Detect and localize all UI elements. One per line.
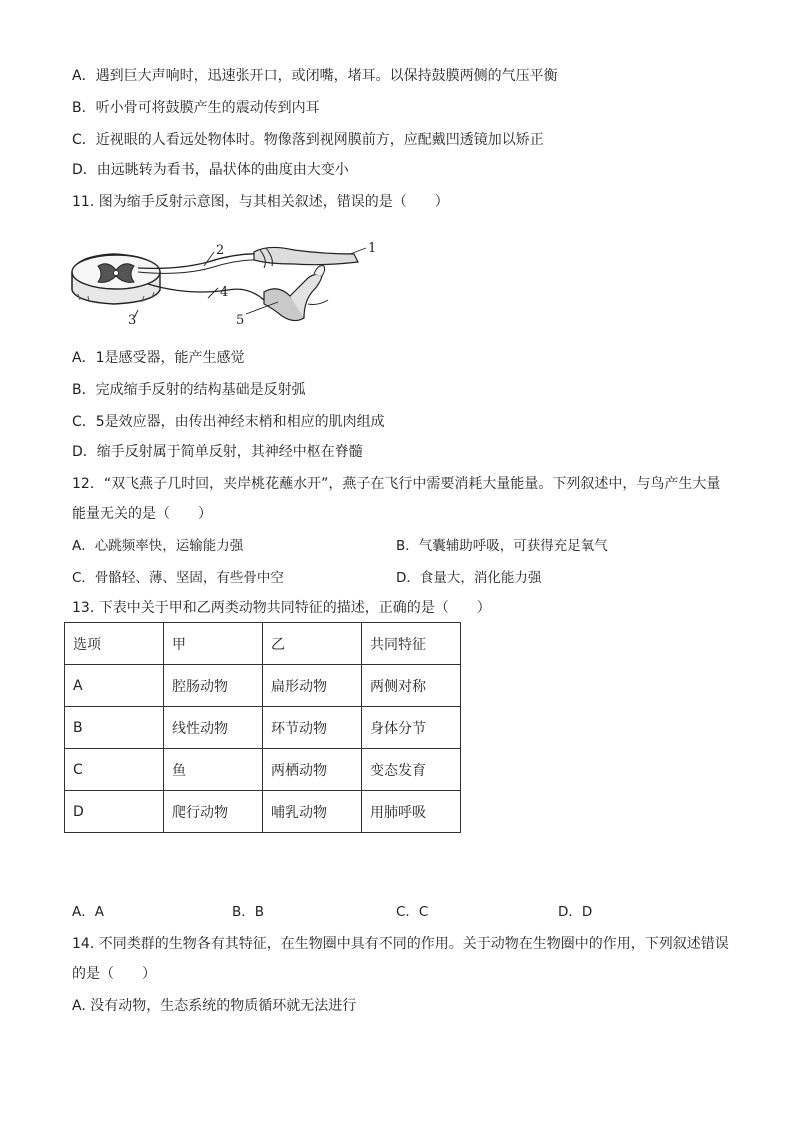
q12-option-a: A．心跳频率快，运输能力强 — [72, 538, 244, 554]
q12-option-c: C．骨骼轻、薄、坚固，有些骨中空 — [72, 570, 284, 586]
table-cell: 变态发育 — [362, 749, 461, 791]
q14-stem-line1: 14. 不同类群的生物各有其特征，在生物圈中具有不同的作用。关于动物在生物圈中的作用，下列叙述错误 — [72, 936, 729, 952]
reflex-arc-diagram — [68, 238, 388, 334]
table-cell: 环节动物 — [263, 707, 362, 749]
table-cell: 扁形动物 — [263, 665, 362, 707]
q10-option-b: B．听小骨可将鼓膜产生的震动传到内耳 — [72, 100, 320, 116]
table-row — [65, 665, 461, 707]
q13-option-b: B．B — [232, 904, 265, 920]
q13-option-d: D．D — [558, 904, 593, 920]
q10-option-d: D．由远眺转为看书，晶状体的曲度由大变小 — [72, 162, 349, 178]
q12-stem-line2: 能量无关的是（ ） — [72, 506, 212, 522]
table-header-row — [65, 623, 461, 665]
diagram-label-2: 2 — [216, 243, 225, 258]
q13-option-a: A．A — [72, 904, 104, 920]
q12-stem-line1: 12．“双飞燕子几时回，夹岸桃花蘸水开”，燕子在飞行中需要消耗大量能量。下列叙述中，与鸟产生大量 — [72, 476, 721, 492]
q13-option-c: C．C — [396, 904, 429, 920]
table-cell: 两侧对称 — [362, 665, 461, 707]
q10-option-c: C．近视眼的人看远处物体时。物像落到视网膜前方，应配戴凹透镜加以矫正 — [72, 132, 544, 148]
table-header-cell: 选项 — [65, 623, 164, 665]
table-cell: D — [65, 791, 164, 833]
table-cell: 用肺呼吸 — [362, 791, 461, 833]
q11-option-b: B．完成缩手反射的结构基础是反射弧 — [72, 382, 306, 398]
table-cell: B — [65, 707, 164, 749]
table-cell: 鱼 — [164, 749, 263, 791]
q14-stem-line2: 的是（ ） — [72, 966, 156, 982]
finger-receptor — [254, 247, 358, 264]
diagram-label-5: 5 — [236, 313, 245, 328]
q12-option-d: D．食量大，消化能力强 — [396, 570, 542, 586]
diagram-label-1: 1 — [368, 241, 377, 256]
q11-option-c: C．5是效应器，由传出神经末梢和相应的肌肉组成 — [72, 414, 385, 430]
table-cell: 两栖动物 — [263, 749, 362, 791]
q13-table — [64, 622, 461, 833]
efferent-nerve — [148, 284, 264, 300]
table-cell: A — [65, 665, 164, 707]
table-cell: 腔肠动物 — [164, 665, 263, 707]
table-cell: 身体分节 — [362, 707, 461, 749]
diagram-label-4: 4 — [220, 285, 229, 300]
table-row — [65, 749, 461, 791]
table-cell: 哺乳动物 — [263, 791, 362, 833]
q12-option-b: B．气囊辅助呼吸，可获得充足氧气 — [396, 538, 608, 554]
table-header-cell: 甲 — [164, 623, 263, 665]
diagram-label-3: 3 — [128, 313, 137, 328]
spinal-cord-section — [72, 254, 160, 304]
table-cell: C — [65, 749, 164, 791]
table-cell: 爬行动物 — [164, 791, 263, 833]
table-header-cell: 共同特征 — [362, 623, 461, 665]
table-row — [65, 791, 461, 833]
q10-option-a: A．遇到巨大声响时，迅速张开口，或闭嘴，堵耳。以保持鼓膜两侧的气压平衡 — [72, 68, 558, 84]
arm-effector — [264, 266, 328, 321]
table-cell: 线性动物 — [164, 707, 263, 749]
q11-option-d: D．缩手反射属于简单反射，其神经中枢在脊髓 — [72, 444, 363, 460]
q11-stem: 11. 图为缩手反射示意图，与其相关叙述，错误的是（ ） — [72, 194, 449, 210]
table-header-cell: 乙 — [263, 623, 362, 665]
q11-option-a: A．1是感受器，能产生感觉 — [72, 350, 245, 366]
table-row — [65, 707, 461, 749]
q13-stem: 13. 下表中关于甲和乙两类动物共同特征的描述，正确的是（ ） — [72, 600, 491, 616]
q14-option-a: A. 没有动物，生态系统的物质循环就无法进行 — [72, 998, 357, 1014]
